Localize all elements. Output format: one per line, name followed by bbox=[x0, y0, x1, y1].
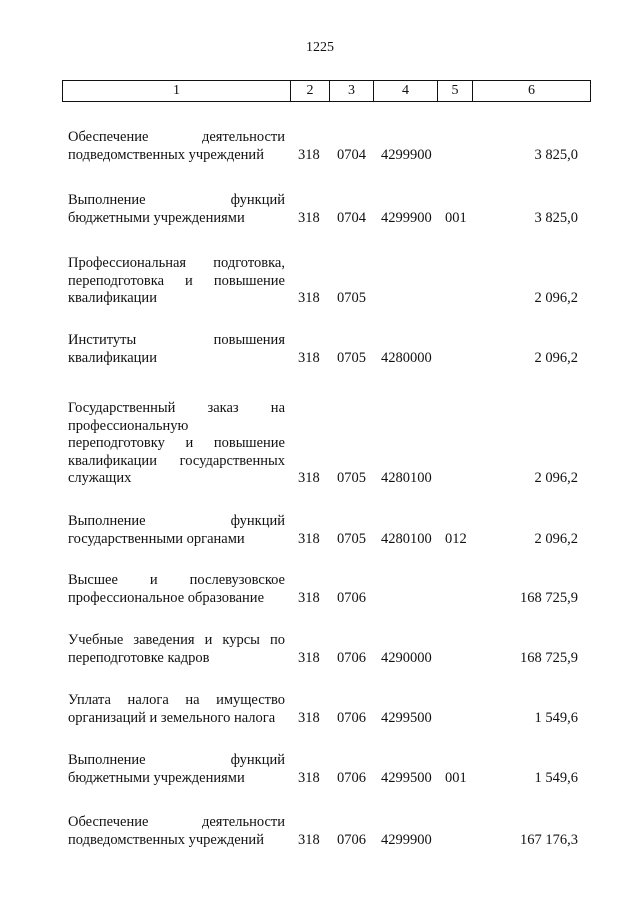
description-line: Высшее и послевузовское bbox=[68, 572, 285, 588]
row-description bbox=[68, 400, 285, 488]
expense-type-code: 012 bbox=[445, 530, 467, 547]
amount: 168 725,9 bbox=[520, 649, 578, 666]
description-line: Учебные заведения и курсы по bbox=[68, 632, 285, 648]
amount: 2 096,2 bbox=[534, 530, 578, 547]
column-header-3: 3 bbox=[330, 81, 374, 102]
section-code: 0704 bbox=[337, 146, 366, 163]
column-header-4: 4 bbox=[374, 81, 438, 102]
column-header-2: 2 bbox=[291, 81, 330, 102]
description-line: квалификации государственных bbox=[68, 452, 285, 469]
target-article-code: 4299500 bbox=[381, 769, 432, 786]
amount: 1 549,6 bbox=[534, 709, 578, 726]
description-line: Выполнение функций bbox=[68, 752, 285, 768]
column-header-1: 1 bbox=[63, 81, 291, 102]
description-line: служащих bbox=[68, 470, 132, 486]
admin-code: 318 bbox=[298, 831, 320, 848]
description-line: Выполнение функций bbox=[68, 513, 285, 529]
admin-code: 318 bbox=[298, 709, 320, 726]
description-line: бюджетными учреждениями bbox=[68, 209, 245, 226]
description-line: подведомственных учреждений bbox=[68, 831, 264, 848]
section-code: 0705 bbox=[337, 349, 366, 366]
amount: 2 096,2 bbox=[534, 349, 578, 366]
target-article-code: 4280100 bbox=[381, 530, 432, 547]
section-code: 0706 bbox=[337, 831, 366, 848]
target-article-code: 4299900 bbox=[381, 209, 432, 226]
amount: 167 176,3 bbox=[520, 831, 578, 848]
amount: 3 825,0 bbox=[534, 146, 578, 163]
column-header-table bbox=[62, 80, 591, 102]
section-code: 0706 bbox=[337, 769, 366, 786]
target-article-code: 4299900 bbox=[381, 831, 432, 848]
page-number: 1225 bbox=[306, 40, 334, 55]
admin-code: 318 bbox=[298, 349, 320, 366]
description-line: профессиональное образование bbox=[68, 589, 265, 606]
target-article-code: 4299900 bbox=[381, 146, 432, 163]
row-description bbox=[68, 192, 285, 227]
amount: 3 825,0 bbox=[534, 209, 578, 226]
description-line: бюджетными учреждениями bbox=[68, 769, 245, 786]
row-description bbox=[68, 814, 285, 849]
description-line: Институты повышения bbox=[68, 332, 285, 348]
section-code: 0705 bbox=[337, 470, 366, 486]
description-line: Обеспечение деятельности bbox=[68, 814, 285, 830]
target-article-code: 4299500 bbox=[381, 709, 432, 726]
column-header-6: 6 bbox=[473, 81, 591, 102]
admin-code: 318 bbox=[298, 209, 320, 226]
row-description bbox=[68, 332, 285, 367]
column-header-row bbox=[63, 81, 591, 102]
admin-code: 318 bbox=[298, 589, 320, 606]
description-line: Уплата налога на имущество bbox=[68, 692, 285, 708]
target-article-code: 4290000 bbox=[381, 649, 432, 666]
column-header-5: 5 bbox=[438, 81, 473, 102]
expense-type-code: 001 bbox=[445, 769, 467, 786]
amount: 168 725,9 bbox=[520, 589, 578, 606]
section-code: 0704 bbox=[337, 209, 366, 226]
row-description bbox=[68, 129, 285, 164]
description-line: переподготовка и повышение bbox=[68, 272, 285, 289]
amount: 2 096,2 bbox=[534, 290, 578, 306]
row-description bbox=[68, 752, 285, 787]
target-article-code: 4280000 bbox=[381, 349, 432, 366]
admin-code: 318 bbox=[298, 290, 320, 306]
row-description bbox=[68, 692, 285, 727]
admin-code: 318 bbox=[298, 146, 320, 163]
description-line: государственными органами bbox=[68, 530, 245, 547]
description-line: Государственный заказ на bbox=[68, 400, 285, 416]
description-line: подведомственных учреждений bbox=[68, 146, 264, 163]
description-line: Обеспечение деятельности bbox=[68, 129, 285, 145]
description-line: Выполнение функций bbox=[68, 192, 285, 208]
description-line: профессиональную bbox=[68, 417, 189, 434]
section-code: 0706 bbox=[337, 589, 366, 606]
description-line: квалификации bbox=[68, 349, 157, 366]
description-line: квалификации bbox=[68, 290, 157, 306]
admin-code: 318 bbox=[298, 649, 320, 666]
row-description bbox=[68, 255, 285, 308]
row-description bbox=[68, 632, 285, 667]
description-line: переподготовке кадров bbox=[68, 649, 210, 666]
section-code: 0706 bbox=[337, 649, 366, 666]
description-line: Профессиональная подготовка, bbox=[68, 255, 285, 271]
section-code: 0705 bbox=[337, 530, 366, 547]
section-code: 0705 bbox=[337, 290, 366, 306]
amount: 2 096,2 bbox=[534, 470, 578, 486]
admin-code: 318 bbox=[298, 530, 320, 547]
section-code: 0706 bbox=[337, 709, 366, 726]
admin-code: 318 bbox=[298, 769, 320, 786]
row-description bbox=[68, 513, 285, 548]
row-description bbox=[68, 572, 285, 607]
description-line: переподготовку и повышение bbox=[68, 435, 285, 451]
expense-type-code: 001 bbox=[445, 209, 467, 226]
amount: 1 549,6 bbox=[534, 769, 578, 786]
target-article-code: 4280100 bbox=[381, 470, 432, 486]
description-line: организаций и земельного налога bbox=[68, 709, 276, 726]
admin-code: 318 bbox=[298, 470, 320, 486]
